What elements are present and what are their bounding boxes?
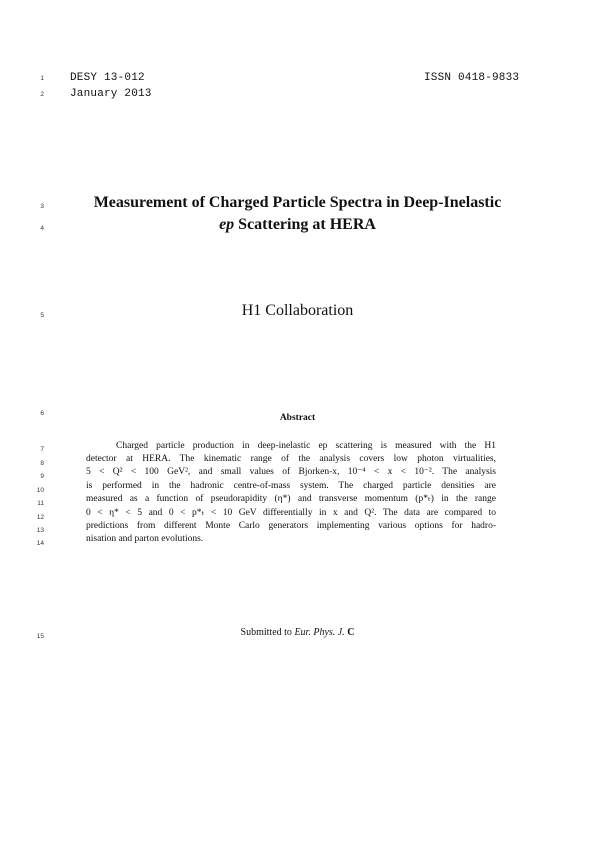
line-number: 3 [40, 203, 44, 210]
line-number: 15 [36, 633, 44, 640]
journal-name: Eur. Phys. J. [294, 627, 345, 638]
line-number: 2 [40, 91, 44, 98]
line-number: 5 [40, 312, 44, 319]
line-number: 8 [40, 460, 44, 467]
line-number: 9 [40, 473, 44, 480]
abstract-heading: Abstract [279, 413, 316, 423]
abstract-line: nisation and parton evolutions. [86, 534, 204, 544]
line-number: 11 [37, 500, 44, 507]
abstract-line: is performed in the hadronic centre-of-mass system. The charged particle densities are [86, 481, 496, 491]
line-number: 7 [40, 446, 44, 453]
line-number: 1 [40, 75, 44, 82]
line-number: 6 [40, 410, 44, 417]
journal-series: C [344, 627, 355, 638]
submission-note [60, 627, 535, 638]
abstract-line: measured as a function of pseudorapidity (η*) and transverse momentum (p*ₜ) in the range [86, 494, 496, 504]
report-number: DESY 13-012 [70, 72, 145, 84]
abstract-line: predictions from different Monte Carlo generators implementing various options for hadro- [86, 521, 496, 531]
title-line2-text: Scattering at HERA [234, 216, 376, 233]
abstract-line: 0 < η* < 5 and 0 < p*ₜ < 10 GeV differentially in x and Q². The data are compared to [86, 508, 496, 518]
report-date: January 2013 [70, 88, 152, 100]
line-number: 14 [36, 540, 44, 547]
title-math-ep: ep [219, 216, 235, 233]
line-number: 13 [36, 527, 44, 534]
submission-prefix: Submitted to [240, 627, 295, 638]
line-number: 10 [36, 487, 44, 494]
paper-title-line1: Measurement of Charged Particle Spectra in Deep-Inelastic [93, 194, 502, 211]
paper-title-line2 [60, 216, 535, 234]
abstract-line: Charged particle production in deep-inelastic ep scattering is measured with the H1 [116, 441, 496, 451]
line-number: 4 [40, 225, 44, 232]
abstract-line: 5 < Q² < 100 GeV², and small values of Bjorken-x, 10⁻⁴ < x < 10⁻². The analysis [86, 467, 496, 477]
abstract-line: detector at HERA. The kinematic range of the analysis covers low photon virtualities, [86, 454, 496, 464]
issn: ISSN 0418-9833 [424, 72, 520, 84]
collaboration: H1 Collaboration [241, 302, 354, 319]
line-number: 12 [36, 514, 44, 521]
